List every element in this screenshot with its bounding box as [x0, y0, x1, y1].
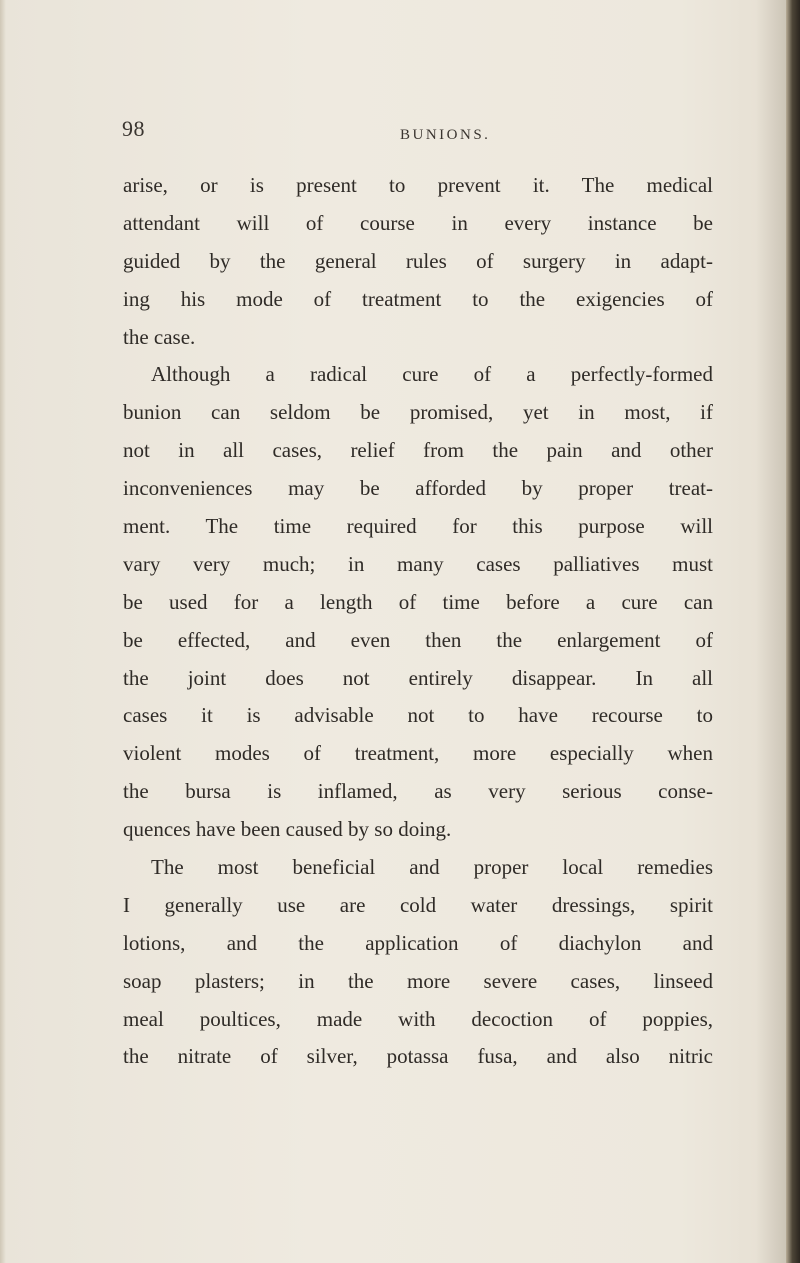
text-line: the nitrate of silver, potassa fusa, and also nitric — [123, 1044, 713, 1069]
text-line: attendant will of course in every instance be — [123, 210, 713, 235]
text-line: lotions, and the application of diachylon and — [123, 930, 713, 955]
text-line: cases it is advisable not to have recourse to — [123, 703, 713, 728]
text-line: guided by the general rules of surgery in adapt- — [123, 248, 713, 273]
text-line: vary very much; in many cases palliatives must — [123, 551, 713, 576]
text-line: I generally use are cold water dressings, spirit — [123, 892, 713, 917]
page-left-edge — [0, 0, 6, 1263]
text-line: The most beneficial and proper local remedies — [151, 855, 713, 880]
text-line: soap plasters; in the more severe cases, linseed — [123, 968, 713, 993]
text-line: ment. The time required for this purpose will — [123, 514, 713, 539]
text-line: ing his mode of treatment to the exigencies of — [123, 286, 713, 311]
text-line: quences have been caused by so doing. — [123, 817, 452, 842]
body-text — [123, 167, 713, 1076]
book-binding-edge — [786, 0, 800, 1263]
text-line: arise, or is present to prevent it. The medical — [123, 173, 713, 197]
text-line: the case. — [123, 324, 196, 349]
text-line: be effected, and even then the enlargement of — [123, 627, 713, 652]
binding-shadow — [756, 0, 786, 1263]
text-line: violent modes of treatment, more especially when — [123, 741, 713, 766]
text-line: meal poultices, made with decoction of poppies, — [123, 1006, 713, 1031]
text-line: be used for a length of time before a cure can — [123, 589, 713, 614]
text-line: the bursa is inflamed, as very serious conse- — [123, 779, 713, 804]
text-line: bunion can seldom be promised, yet in most, if — [123, 400, 713, 425]
text-line: not in all cases, relief from the pain and other — [123, 438, 713, 463]
text-line: the joint does not entirely disappear. In all — [123, 665, 713, 690]
text-line: Although a radical cure of a perfectly-formed — [151, 362, 713, 387]
page-number: 98 — [122, 116, 145, 141]
text-line: inconveniences may be afforded by proper treat- — [123, 476, 713, 501]
running-title: BUNIONS. — [400, 127, 491, 143]
